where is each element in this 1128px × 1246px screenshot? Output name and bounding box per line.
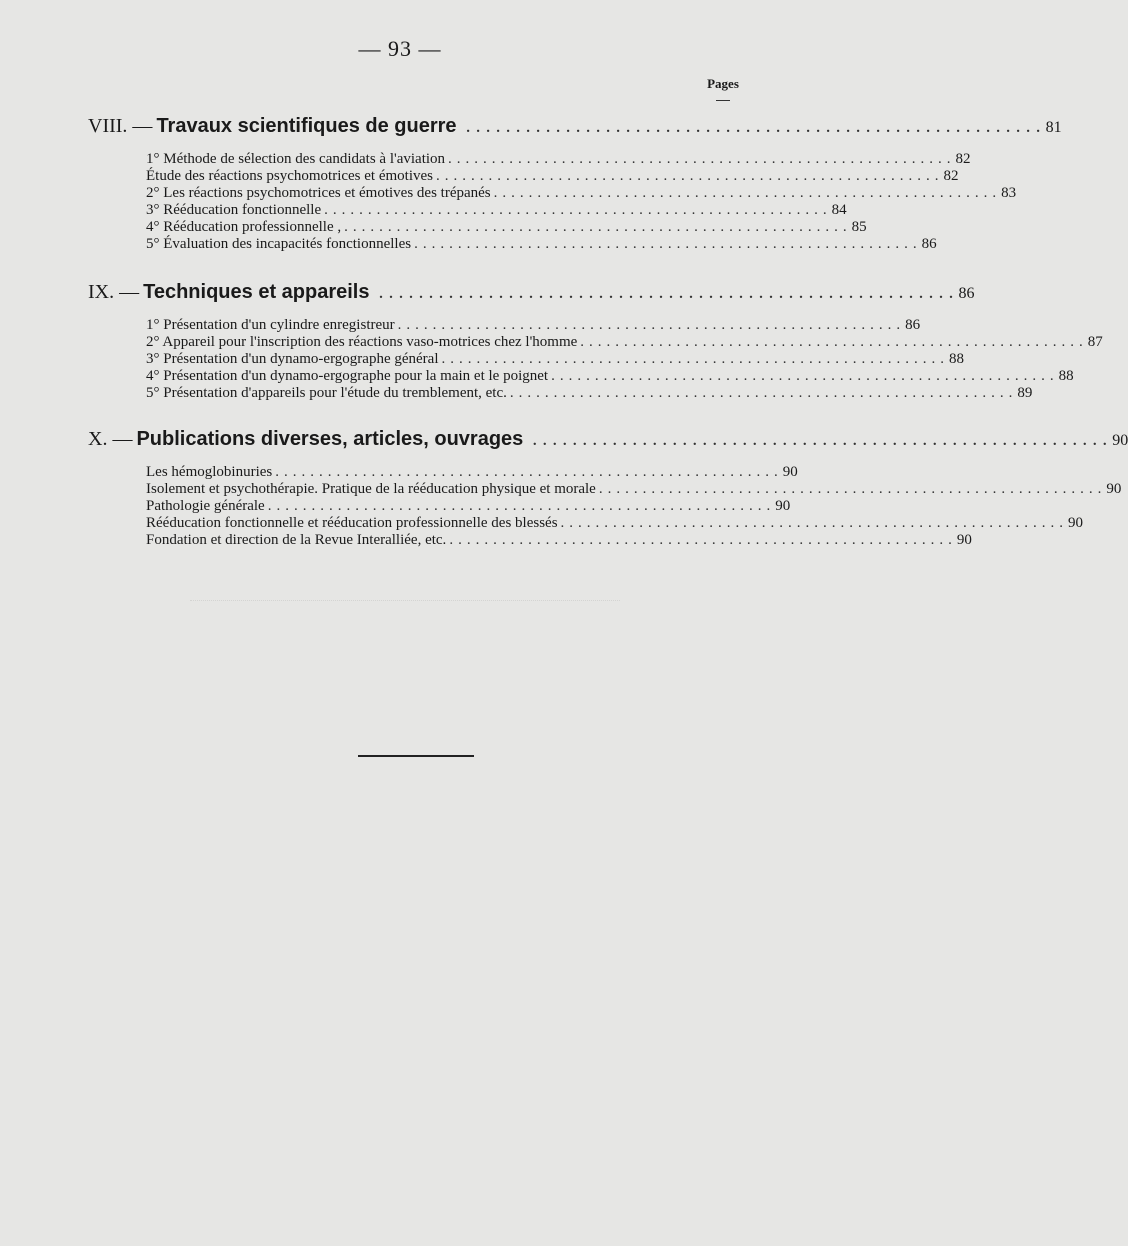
section-heading	[88, 281, 975, 311]
toc-entry	[146, 385, 1033, 402]
entry-text: 1° Méthode de sélection des candidats à l'aviation	[146, 151, 446, 167]
entry-page: 90	[1106, 481, 1122, 497]
toc-entry	[146, 236, 937, 253]
entry-page: 86	[905, 317, 921, 333]
section-number: VIII. —	[88, 115, 153, 137]
toc-entry	[146, 151, 971, 168]
leader-dots: ..........................................................	[275, 464, 783, 480]
toc-entry	[146, 498, 791, 515]
section-heading	[88, 115, 1062, 145]
leader-dots: ..........................................................	[436, 168, 944, 184]
section-items	[146, 464, 1122, 549]
section-items	[146, 151, 1017, 253]
section-title: Travaux scientifiques de guerre	[156, 115, 457, 137]
entry-page: 85	[851, 219, 867, 235]
entry-page: 88	[1058, 368, 1074, 384]
entry-page: 90	[956, 532, 972, 548]
entry-text: Isolement et psychothérapie. Pratique de la rééducation physique et morale	[146, 481, 596, 497]
toc-entry	[146, 481, 1122, 498]
entry-page: 86	[921, 236, 937, 252]
section-number: X. —	[88, 428, 133, 450]
entry-text: Pathologie générale	[146, 498, 265, 514]
section-page: 86	[958, 285, 975, 302]
leader-dots: ..........................................................	[449, 532, 957, 548]
section-title: Publications diverses, articles, ouvrages	[136, 428, 524, 450]
entry-page: 87	[1087, 334, 1103, 350]
toc-entry	[146, 334, 1103, 351]
leader-dots: ..........................................................	[378, 281, 959, 303]
entry-page: 82	[943, 168, 959, 184]
entry-page: 90	[782, 464, 798, 480]
entry-page: 88	[949, 351, 964, 367]
section-page: 90	[1112, 432, 1128, 449]
section-ix	[88, 281, 1103, 402]
section-title: Techniques et appareils	[143, 281, 370, 303]
toc-entry	[146, 219, 867, 236]
entry-text: 3° Rééducation fonctionnelle	[146, 202, 322, 218]
section-page: 81	[1045, 119, 1062, 136]
section-heading	[88, 428, 1128, 458]
section-items	[146, 317, 1103, 402]
toc-entry	[146, 464, 798, 481]
toc-entry	[146, 202, 847, 219]
section-viii	[88, 115, 1062, 253]
leader-dots: ..........................................................	[560, 515, 1069, 531]
leader-dots: ..........................................................	[414, 236, 922, 252]
entry-page: 89	[1017, 385, 1033, 401]
entry-text: 4° Rééducation professionnelle ,	[146, 219, 342, 235]
leader-dots: ..........................................................	[448, 151, 956, 167]
leader-dots: ..........................................................	[465, 115, 1046, 137]
entry-text: 1° Présentation d'un cylindre enregistreur	[146, 317, 395, 333]
leader-dots: ..........................................................	[324, 202, 832, 218]
leader-dots: ..........................................................	[267, 498, 776, 514]
toc-entry	[146, 168, 959, 185]
toc-entry	[146, 532, 972, 549]
entry-page: 83	[1001, 185, 1017, 201]
entry-text: 5° Évaluation des incapacités fonctionnelles	[146, 236, 412, 252]
entry-text: Fondation et direction de la Revue Interalliée, etc.	[146, 532, 447, 548]
leader-dots: ..........................................................	[551, 368, 1059, 384]
pages-column-label: Pages	[707, 76, 739, 91]
leader-dots: ..........................................................	[598, 481, 1107, 497]
pages-label-dash	[716, 100, 730, 101]
toc-entry	[146, 185, 1017, 202]
leader-dots: ..........................................................	[493, 185, 1002, 201]
entry-text: 2° Appareil pour l'inscription des réactions vaso-motrices chez l'homme	[146, 334, 578, 350]
entry-text: 2° Les réactions psychomotrices et émotives des trépanés	[146, 185, 491, 201]
bleed-through-line	[190, 600, 620, 601]
toc-entry	[146, 351, 964, 368]
leader-dots: ..........................................................	[532, 428, 1113, 450]
leader-dots: ..........................................................	[580, 334, 1088, 350]
entry-text: Étude des réactions psychomotrices et émotives	[146, 168, 433, 184]
leader-dots: ..........................................................	[397, 317, 906, 333]
entry-page: 90	[775, 498, 791, 514]
entry-text: Rééducation fonctionnelle et rééducation professionnelle des blessés	[146, 515, 558, 531]
entry-text: 4° Présentation d'un dynamo-ergographe pour la main et le poignet	[146, 368, 549, 384]
entry-page: 84	[831, 202, 847, 218]
entry-text: 3° Présentation d'un dynamo-ergographe général	[146, 351, 439, 367]
entry-text: 5° Présentation d'appareils pour l'étude du tremblement, etc.	[146, 385, 507, 401]
toc-entry	[146, 368, 1074, 385]
toc-entry	[146, 515, 1084, 532]
entry-text: Les hémoglobinuries	[146, 464, 273, 480]
toc-entry	[146, 317, 921, 334]
section-x	[88, 428, 1128, 549]
leader-dots: ..........................................................	[441, 351, 949, 367]
leader-dots: ..........................................................	[344, 219, 852, 235]
page-number: — 93 —	[358, 36, 442, 61]
entry-page: 82	[955, 151, 971, 167]
end-rule	[358, 755, 474, 757]
leader-dots: ..........................................................	[509, 385, 1018, 401]
entry-page: 90	[1068, 515, 1084, 531]
section-number: IX. —	[88, 281, 140, 303]
